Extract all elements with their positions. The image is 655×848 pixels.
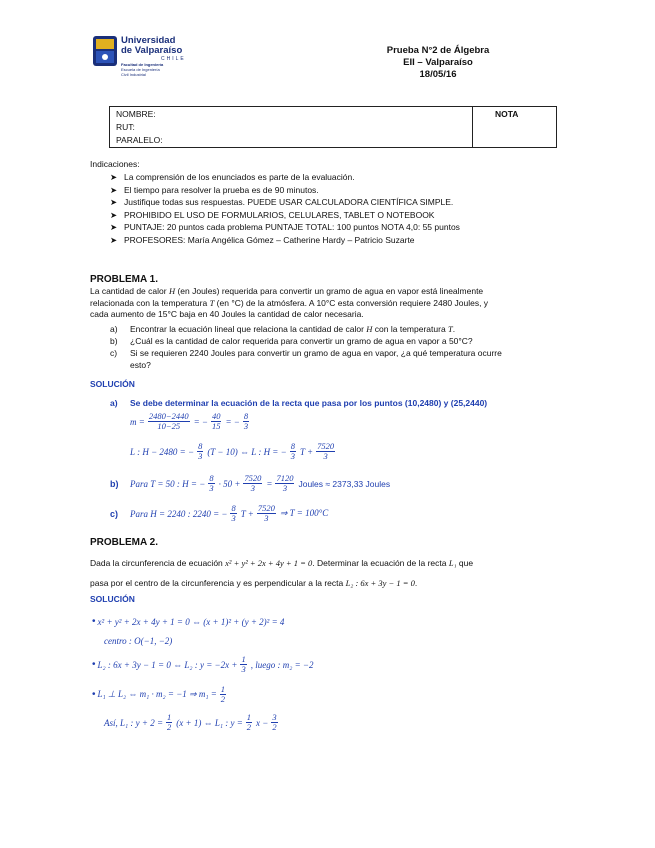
indicacion-item [110, 171, 460, 184]
arrow-bullet-icon: ➤ [110, 222, 118, 232]
p2-center [104, 636, 174, 646]
sb-a: Para T = 50 : H = − [130, 478, 206, 489]
bullet-icon: • [92, 689, 96, 700]
p2-b4c: x − [256, 717, 269, 728]
indicacion-text: El tiempo para resolver la prueba es de 90 minutos. [124, 184, 319, 195]
p1-stmt3: cada aumento de 15°C baja en 40 Joules la cantidad de calor necesaria. [90, 309, 364, 319]
p2-b4-frac3-num: 3 [272, 712, 277, 722]
p2-b4b: (x + 1) ⇔ L₁ : y = [176, 717, 243, 728]
student-info-table [109, 106, 557, 148]
p2-bullet3 [92, 685, 230, 704]
line-eq-frac2-num: 8 [290, 441, 295, 451]
qb-label: b) [110, 336, 118, 346]
line-eq-c: T + [299, 446, 314, 457]
nota-label: NOTA [495, 109, 519, 119]
table-divider [472, 107, 473, 147]
p2-L1: L₁ [448, 558, 457, 568]
sb-frac2-num: 7520 [244, 473, 262, 483]
slope-num3: 8 [243, 411, 249, 421]
p2-b1: x² + y² + 2x + 4y + 1 = 0 ⇔ (x + 1)² + (y + 2)² = 4 [97, 616, 285, 627]
logo-country: CHILE [161, 56, 186, 62]
p2-b4-frac2-den: 2 [246, 722, 252, 732]
slope-eq1: = − [193, 416, 208, 427]
sc-b: T + [240, 508, 254, 519]
p2-b3a: L₁ ⊥ L₂ ⇔ m₁ · m₂ = −1 ⇒ m₁ = [97, 689, 217, 699]
line-eq-frac3-den: 3 [323, 451, 328, 461]
slope-num: 2480−2440 [148, 411, 189, 421]
p2-stmt1a: Dada la circunferencia de ecuación [90, 558, 223, 568]
p2-stmt1b: . Determinar la ecuación de la recta [312, 558, 447, 568]
p2-b4-frac2-num: 1 [246, 712, 252, 722]
p1-stmt1a: La cantidad de calor [90, 286, 167, 296]
p2-b4-frac3-den: 2 [272, 722, 277, 732]
indicaciones-list [110, 171, 460, 246]
problem2-statement [90, 553, 570, 593]
line-eq-frac2-den: 3 [290, 451, 295, 461]
problem1-statement [90, 286, 570, 321]
p2-circle-eq: x² + y² + 2x + 4y + 1 = 0 [225, 558, 313, 568]
problem2-title: PROBLEMA 2. [90, 537, 158, 548]
bullet-icon: • [92, 616, 96, 627]
bullet-icon: • [92, 659, 96, 670]
sb-frac1-num: 8 [209, 473, 214, 483]
indicacion-text: PROFESORES: María Angélica Gómez – Catherine Hardy – Patricio Suzarte [124, 234, 415, 245]
logo-school: Escuela de Ingeniería [121, 67, 160, 72]
p2-bullet2 [92, 655, 315, 674]
slope-den: 10−25 [157, 421, 181, 431]
qb-text: ¿Cuál es la cantidad de calor requerida para convertir un gramo de agua en vapor a 50°C? [130, 336, 473, 346]
indicaciones-title: Indicaciones: [90, 159, 140, 169]
logo-university-line2: de Valparaíso [121, 45, 183, 56]
indicacion-text: PROHIBIDO EL USO DE FORMULARIOS, CELULARES, TABLET O NOTEBOOK [124, 209, 435, 220]
indicacion-item [110, 234, 460, 247]
exam-campus: EII – Valparaíso [403, 57, 473, 68]
sc-frac2-num: 7520 [257, 503, 275, 513]
qc-text1: Si se requieren 2240 Joules para convertir un gramo de agua en vapor, ¿a qué temperatura ocurre [130, 348, 502, 358]
p2-b2-den: 3 [241, 664, 246, 674]
p1-stmt1b: (en Joules) requerida para convertir un gramo de agua en vapor está linealmente [177, 286, 484, 296]
p1-solution-title: SOLUCIÓN [90, 379, 135, 389]
sb-c: = [266, 478, 273, 489]
line-eq-frac1-num: 8 [198, 441, 203, 451]
arrow-bullet-icon: ➤ [110, 184, 118, 195]
qc-label: c) [110, 348, 118, 358]
rut-label: RUT: [116, 122, 135, 132]
sb-frac3-num: 7120 [276, 473, 294, 483]
qa-var-H: H [366, 324, 373, 334]
indicacion-item [110, 196, 460, 209]
p2-b2-num: 1 [241, 654, 246, 664]
qa-label: a) [110, 324, 118, 334]
paralelo-label: PARALELO: [116, 135, 163, 145]
sb-frac2-den: 3 [250, 483, 256, 493]
var-H: H [168, 286, 176, 296]
sb-label: b) [110, 478, 119, 489]
line-equation [130, 442, 339, 461]
problem1-title: PROBLEMA 1. [90, 274, 158, 285]
sc-label: c) [110, 508, 119, 519]
indicacion-text: PUNTAJE: 20 puntos cada problema PUNTAJE TOTAL: 100 puntos NOTA 4,0: 55 puntos [124, 222, 460, 232]
var-T: T [209, 297, 215, 308]
line-eq-b: (T − 10) ⇔ L : H = − [207, 446, 287, 457]
sc-c: ⇒ T = 100°C [279, 508, 329, 518]
p2-b4a: Así, L₁ : y + 2 = [104, 717, 164, 728]
indicacion-item [110, 209, 460, 222]
sb-b: · 50 + [218, 478, 241, 489]
sol-c-equation [110, 504, 330, 523]
p2-b4-frac1-den: 2 [167, 722, 172, 732]
sa-text: Se debe determinar la ecuación de la recta que pasa por los puntos (10,2480) y (25,2440) [130, 398, 488, 408]
p2-bullet1 [92, 616, 286, 627]
p2-b3-den: 2 [220, 694, 226, 704]
p2-solution-title: SOLUCIÓN [90, 594, 135, 604]
sb-frac1-den: 3 [209, 483, 214, 493]
sc-frac1-den: 3 [231, 513, 236, 523]
p2-stmt1c: que [458, 558, 474, 568]
qa-text: Encontrar la ecuación lineal que relaciona la cantidad de calor [130, 324, 364, 334]
sb-frac3-den: 3 [282, 483, 288, 493]
slope-num2: 40 [211, 411, 221, 421]
p2-stmt2b: . [414, 578, 418, 588]
problem1-questions: a) Encontrar la ecuación lineal que relaciona la cantidad de calor H con la temperatura T. b) ¿Cuál es la cantidad de calor requerida para convertir un gramo de agua en vapor a 50°C? c) Si se requieren 2240 Joules para convertir un gramo de agua en vapor, ¿a qué temperatura ocurre esto? [110, 324, 502, 370]
exam-date: 18/05/16 [419, 69, 457, 80]
slope-eq2: = − [225, 416, 240, 427]
indicacion-text: La comprensión de los enunciados es parte de la evaluación. [124, 172, 355, 182]
logo-faculty: Facultad de Ingeniería [121, 62, 164, 67]
arrow-bullet-icon: ➤ [110, 197, 118, 207]
arrow-bullet-icon: ➤ [110, 234, 118, 245]
sc-a: Para H = 2240 : 2240 = − [130, 508, 228, 519]
logo-school2: Civil Industrial [121, 72, 146, 77]
sb-d: Joules ≈ 2373,33 Joules [298, 478, 391, 489]
slope-equation [130, 412, 253, 431]
exam-title: Prueba N°2 de Álgebra [386, 45, 490, 56]
exam-header [368, 45, 508, 81]
indicacion-item [110, 184, 460, 197]
p2-stmt2a: pasa por el centro de la circunferencia y es perpendicular a la recta [90, 578, 344, 588]
qc-text2: esto? [130, 360, 151, 370]
university-crest-icon [93, 36, 117, 66]
qa-mid: con la temperatura [374, 324, 446, 334]
sol-b-equation [110, 474, 392, 493]
sc-frac1-num: 8 [231, 503, 236, 513]
slope-den3: 3 [243, 421, 249, 431]
line-eq-frac3-num: 7520 [317, 441, 335, 451]
slope-den2: 15 [211, 421, 221, 431]
logo-university-line1: Universidad [121, 35, 176, 46]
p1-stmt2b: (en °C) de la atmósfera. A 10°C esta conversión requiere 2480 Joules, y [216, 297, 489, 308]
qa-var-T: T [448, 324, 453, 334]
p2-final-line [104, 713, 282, 732]
line-eq-a: L : H − 2480 = − [130, 446, 195, 457]
p2-b2a: L₂ : 6x + 3y − 1 = 0 ⇔ L₂ : y = −2x + [97, 659, 238, 670]
p2-b2b: , luego : m₂ = −2 [250, 659, 314, 670]
indicacion-item [110, 221, 460, 234]
indicaciones-section [90, 159, 460, 246]
p2-b3-num: 1 [220, 684, 226, 694]
indicacion-text: Justifique todas sus respuestas. PUEDE USAR CALCULADORA CIENTÍFICA SIMPLE. [124, 197, 454, 207]
arrow-bullet-icon: ➤ [110, 172, 118, 182]
p2-b1b: centro : O(−1, −2) [104, 636, 173, 646]
sa-label: a) [110, 398, 118, 408]
sc-frac2-den: 3 [264, 513, 269, 523]
nombre-label: NOMBRE: [116, 109, 156, 119]
p1-stmt2a: relacionada con la temperatura [90, 297, 208, 308]
line-eq-frac1-den: 3 [198, 451, 203, 461]
p2-b4-frac1-num: 1 [167, 712, 172, 722]
slope-label: m = [130, 416, 145, 427]
p2-line-eq: L₂ : 6x + 3y − 1 = 0 [345, 578, 415, 588]
arrow-bullet-icon: ➤ [110, 209, 118, 220]
